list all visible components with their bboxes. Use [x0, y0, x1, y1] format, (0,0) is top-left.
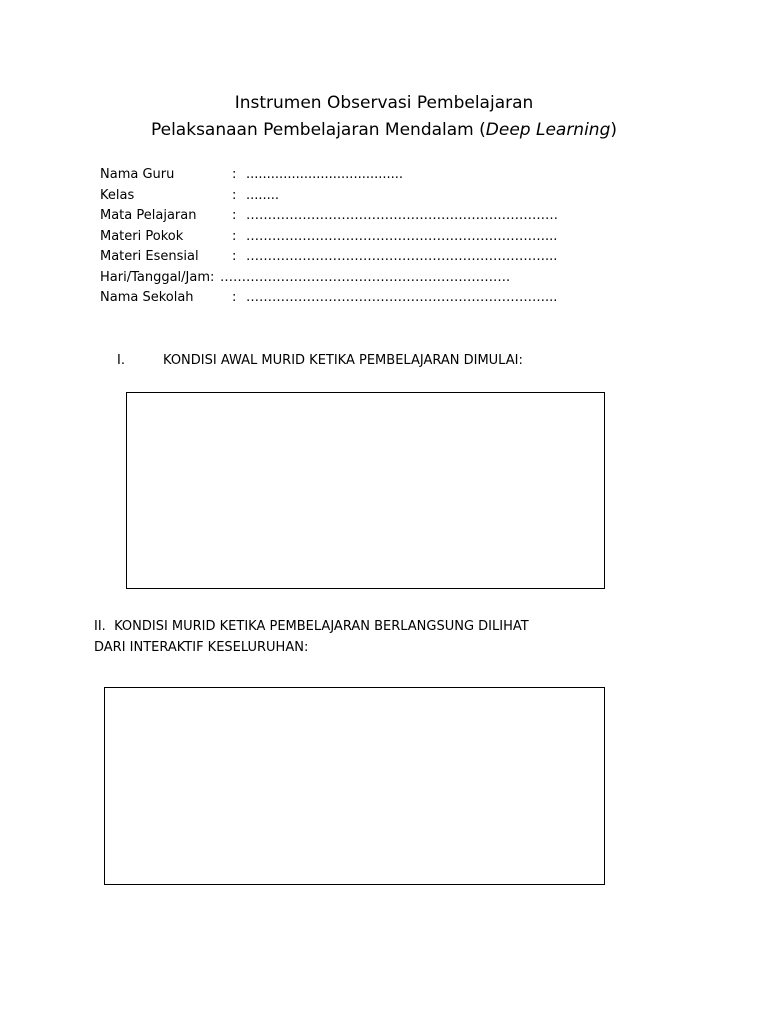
- field-label: Mata Pelajaran: [100, 208, 197, 223]
- section-title-line-2: DARI INTERAKTIF KESELURUHAN:: [94, 640, 309, 655]
- field-materi-esensial: [100, 247, 558, 268]
- field-value-blank[interactable]: ........: [246, 187, 280, 203]
- section-2-answer-box[interactable]: [104, 687, 605, 885]
- field-label: Nama Sekolah: [100, 290, 194, 305]
- field-colon: :: [232, 187, 237, 203]
- field-value-blank[interactable]: ……………………………………………………………...: [246, 290, 558, 305]
- field-value-blank[interactable]: ………………………………………………………….: [220, 269, 511, 285]
- subtitle-italic: Deep Learning: [485, 120, 611, 140]
- field-value-blank[interactable]: ………………………………………………………………: [246, 208, 558, 223]
- section-1-heading: [117, 350, 523, 371]
- field-label: Materi Pokok: [100, 228, 184, 244]
- section-1-answer-box[interactable]: [126, 392, 605, 589]
- field-label: Hari/Tanggal/Jam: [100, 269, 210, 285]
- section-colon: :: [518, 353, 523, 368]
- field-value-blank[interactable]: ……………………………………………………………...: [246, 249, 558, 264]
- document-title: Instrumen Observasi Pembelajaran: [234, 93, 534, 113]
- field-label: Materi Esensial: [100, 249, 199, 264]
- field-value-blank[interactable]: ......................................: [246, 167, 404, 182]
- field-colon: :: [232, 228, 237, 244]
- field-mata-pelajaran: [100, 206, 558, 227]
- section-2-heading: [94, 616, 529, 658]
- section-number: I.: [117, 353, 125, 368]
- field-value-blank[interactable]: ……………………………………………………………...: [246, 228, 558, 244]
- section-title: KONDISI AWAL MURID KETIKA PEMBELAJARAN DIMULAI: [163, 353, 519, 368]
- field-nama-guru: [100, 165, 558, 186]
- section-title-line-1: [94, 616, 529, 637]
- document-subtitle: [0, 119, 768, 141]
- field-label: Kelas: [100, 187, 135, 203]
- field-hari-tanggal-jam: [100, 268, 558, 289]
- field-label: Nama Guru: [100, 167, 175, 182]
- field-materi-pokok: [100, 227, 558, 248]
- section-title: KONDISI MURID KETIKA PEMBELAJARAN BERLANGSUNG DILIHAT: [114, 619, 529, 634]
- identity-fields: [100, 165, 558, 309]
- subtitle-suffix: ): [610, 120, 618, 140]
- field-colon: :: [232, 208, 237, 223]
- section-number: II.: [94, 619, 106, 634]
- field-colon: :: [232, 249, 237, 264]
- field-colon: :: [232, 167, 237, 182]
- field-kelas: [100, 186, 558, 207]
- field-colon: :: [210, 269, 215, 285]
- field-colon: :: [232, 290, 237, 305]
- subtitle-prefix: Pelaksanaan Pembelajaran Mendalam (: [150, 120, 486, 140]
- field-nama-sekolah: [100, 288, 558, 309]
